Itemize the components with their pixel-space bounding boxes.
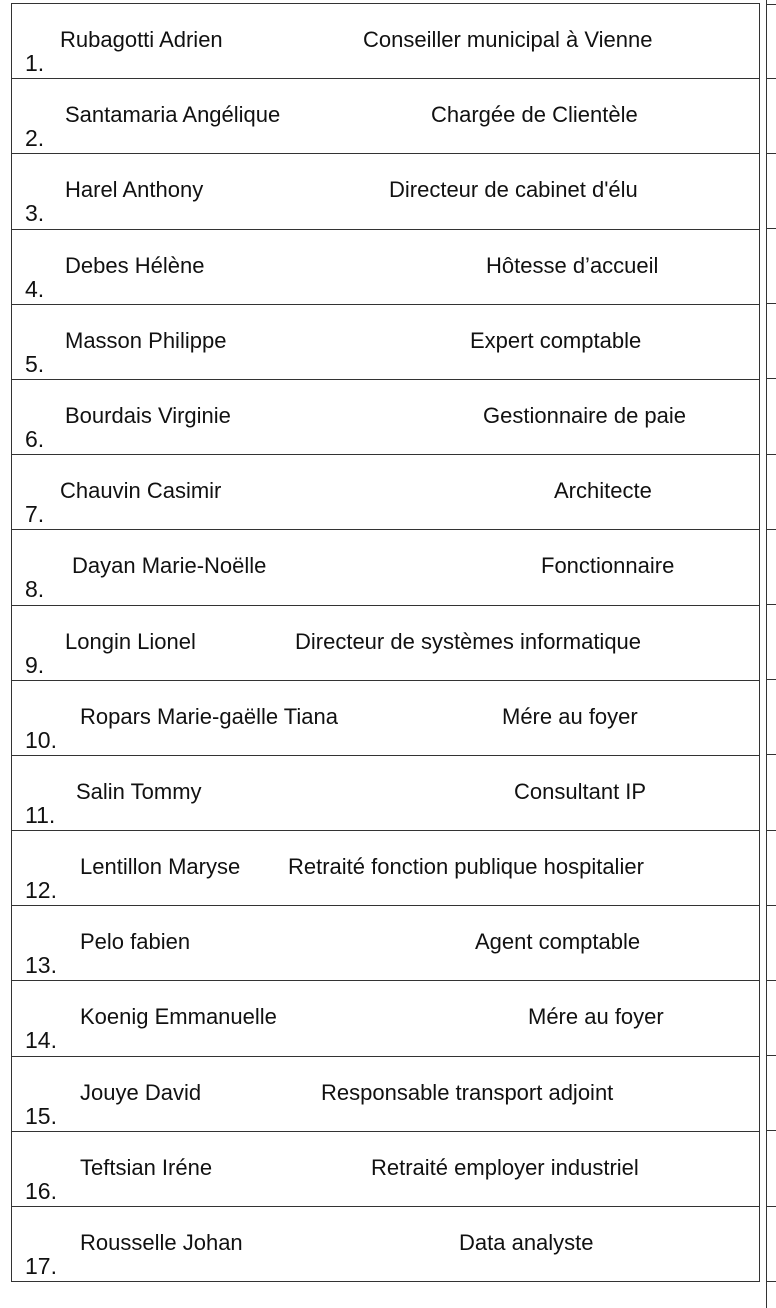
member-name: Pelo fabien — [80, 929, 191, 955]
column-divider-tick — [767, 303, 776, 304]
member-role: Conseiller municipal à Vienne — [363, 27, 653, 52]
adjacent-column-edge — [766, 0, 776, 1308]
member-name: Bourdais Virginie — [65, 402, 231, 428]
member-role: Directeur de cabinet d'élu — [389, 177, 638, 203]
member-name: Santamaria Angélique — [65, 102, 281, 128]
member-name: Dayan Marie-Noëlle — [72, 553, 267, 579]
member-role: Directeur de systèmes informatique — [295, 628, 642, 654]
member-name: Koenig Emmanuelle — [80, 1004, 277, 1030]
table-row — [12, 1207, 759, 1282]
column-divider-tick — [767, 153, 776, 154]
table-row — [12, 906, 759, 981]
column-divider-tick — [767, 1130, 776, 1131]
table-row — [12, 79, 759, 154]
member-role: Consultant IP — [514, 778, 647, 804]
row-number: 12. — [25, 877, 57, 904]
member-name: Harel Anthony — [65, 177, 204, 203]
table-row — [12, 681, 759, 756]
column-divider-tick — [767, 78, 776, 79]
member-name: Rousselle Johan — [80, 1230, 243, 1255]
row-number: 6. — [25, 425, 45, 452]
member-name: Ropars Marie-gaëlle Tiana — [80, 703, 339, 729]
member-name: Rubagotti Adrien — [60, 27, 223, 52]
column-divider-tick — [767, 1055, 776, 1056]
member-role: Agent comptable — [475, 929, 641, 955]
member-role: Responsable transport adjoint — [321, 1079, 614, 1105]
row-number: 9. — [25, 651, 45, 678]
table-row — [12, 1057, 759, 1132]
column-divider-tick — [767, 1206, 776, 1207]
member-name: Salin Tommy — [76, 778, 202, 804]
member-role: Fonctionnaire — [541, 553, 675, 579]
table-row — [12, 530, 759, 605]
member-role: Mére au foyer — [502, 703, 638, 729]
table-row — [12, 305, 759, 380]
column-divider-tick — [767, 980, 776, 981]
member-role: Hôtesse d’accueil — [486, 252, 659, 278]
row-number: 17. — [25, 1253, 57, 1279]
column-divider-tick — [767, 679, 776, 680]
column-divider-tick — [767, 378, 776, 379]
member-role: Retraité fonction publique hospitalier — [288, 854, 644, 880]
member-role: Gestionnaire de paie — [483, 402, 687, 428]
table-row — [12, 380, 759, 455]
column-divider-tick — [767, 454, 776, 455]
column-divider-tick — [767, 905, 776, 906]
members-table — [11, 3, 760, 1282]
table-row — [12, 606, 759, 681]
row-number: 5. — [25, 350, 45, 377]
table-row — [12, 154, 759, 229]
row-number: 8. — [25, 576, 45, 603]
table-row — [12, 455, 759, 530]
table-row — [12, 4, 759, 79]
row-number: 7. — [25, 501, 45, 528]
row-number: 1. — [25, 50, 45, 76]
row-number: 4. — [25, 275, 45, 302]
member-name: Jouye David — [80, 1079, 202, 1105]
member-role: Chargée de Clientèle — [431, 102, 638, 128]
column-divider-tick — [767, 830, 776, 831]
member-name: Masson Philippe — [65, 327, 227, 353]
table-row — [12, 1132, 759, 1207]
row-number: 16. — [25, 1177, 57, 1204]
table-row — [12, 230, 759, 305]
row-number: 14. — [25, 1027, 57, 1054]
row-number: 15. — [25, 1102, 57, 1129]
member-name: Longin Lionel — [65, 628, 196, 654]
member-role: Expert comptable — [470, 327, 642, 353]
column-divider-tick — [767, 754, 776, 755]
member-role: Data analyste — [459, 1230, 594, 1255]
member-name: Teftsian Iréne — [80, 1154, 213, 1180]
column-divider-tick — [767, 4, 776, 5]
column-divider-tick — [767, 604, 776, 605]
member-role: Retraité employer industriel — [371, 1154, 639, 1180]
member-role: Architecte — [554, 478, 652, 504]
row-number: 3. — [25, 200, 45, 227]
column-divider-tick — [767, 529, 776, 530]
member-name: Chauvin Casimir — [60, 478, 222, 504]
member-name: Debes Hélène — [65, 252, 205, 278]
table-row — [12, 831, 759, 906]
member-name: Lentillon Maryse — [80, 854, 241, 880]
column-divider-tick — [767, 1281, 776, 1282]
table-row — [12, 981, 759, 1056]
row-number: 13. — [25, 952, 57, 979]
row-number: 2. — [25, 125, 45, 152]
column-divider-tick — [767, 228, 776, 229]
member-role: Mére au foyer — [528, 1004, 664, 1030]
row-number: 11. — [25, 801, 56, 828]
table-row — [12, 756, 759, 831]
row-number: 10. — [25, 726, 57, 753]
